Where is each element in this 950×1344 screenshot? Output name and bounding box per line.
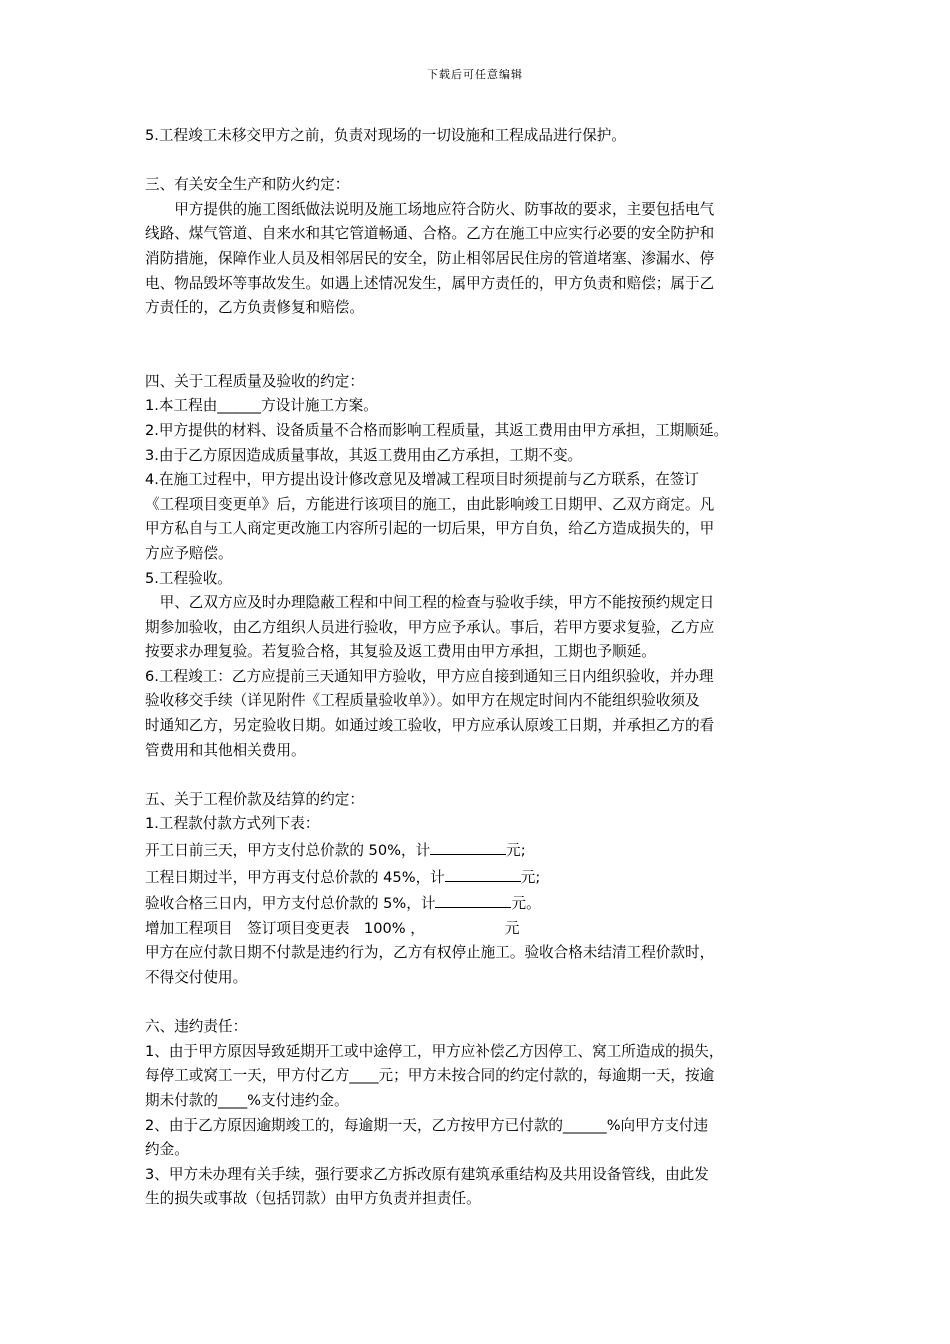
paragraph: 期未付款的____%支付违约金。 xyxy=(145,1091,349,1109)
paragraph: 每停工或窝工一天，甲方付乙方____元；甲方未按合同的约定付款的，每逾期一天，按逾 xyxy=(145,1067,715,1085)
paragraph: 6.工程竣工：乙方应提前三天通知甲方验收，甲方应自接到通知三日内组织验收，并办理 xyxy=(145,667,714,685)
section-heading: 六、违约责任： xyxy=(145,1018,248,1036)
paragraph: 验收移交手续（详见附件《工程质量验收单》）。如甲方在规定时间内不能组织验收须及 xyxy=(145,692,700,710)
section-heading: 三、有关安全生产和防火约定： xyxy=(145,176,350,194)
paragraph: 甲方在应付款日期不付款是违约行为，乙方有权停止施工。验收合格未结清工程价款时， xyxy=(145,944,715,962)
payment-unit: 元。 xyxy=(511,895,541,913)
paragraph: 1.工程款付款方式列下表： xyxy=(145,815,320,833)
paragraph: 甲方私自与工人商定更改施工内容所引起的一切后果，甲方自负，给乙方造成损失的，甲 xyxy=(145,520,715,538)
payment-row xyxy=(145,837,815,864)
paragraph: 1、由于甲方原因导致延期开工或中途停工，甲方应补偿乙方因停工、窝工所造成的损失， xyxy=(145,1042,724,1060)
paragraph: 不得交付使用。 xyxy=(145,969,248,986)
payment-row xyxy=(145,890,815,917)
paragraph: 消防措施，保障作业人员及相邻居民的安全，防止相邻居民住房的管道堵塞、渗漏水、停 xyxy=(145,249,715,267)
paragraph: 4.在施工过程中，甲方提出设计修改意见及增减工程项目时须提前与乙方联系，在签订 xyxy=(145,471,699,489)
blank-field xyxy=(445,864,521,882)
blank-field xyxy=(435,890,511,908)
payment-text: 工程日期过半，甲方再支付总价款的 45%，计 xyxy=(145,868,445,886)
payment-unit: 元 xyxy=(504,919,520,937)
paragraph: 电、物品毁坏等事故发生。如遇上述情况发生，属甲方责任的，甲方负责和赔偿；属于乙 xyxy=(145,274,715,292)
payment-row xyxy=(145,864,815,891)
paragraph: 2、由于乙方原因逾期竣工的，每逾期一天，乙方按甲方已付款的______%向甲方支付违 xyxy=(145,1116,709,1134)
payment-row xyxy=(145,917,815,942)
paragraph: 期参加验收，由乙方组织人员进行验收，甲方应予承认。事后，若甲方要求复验，乙方应 xyxy=(145,618,715,636)
paragraph: 时通知乙方，另定验收日期。如通过竣工验收，甲方应承认原竣工日期，并承担乙方的看 xyxy=(145,717,715,735)
payment-text: 增加工程项目 签订项目变更表 100% ， xyxy=(145,919,425,937)
payment-unit: 元; xyxy=(506,842,526,860)
paragraph: 5.工程验收。 xyxy=(145,569,232,587)
paragraph: 线路、煤气管道、自来水和其它管道畅通、合格。乙方在施工中应实行必要的安全防护和 xyxy=(145,225,715,243)
paragraph: 按要求办理复验。若复验合格，其复验及返工费用由甲方承担，工期也予顺延。 xyxy=(145,643,656,661)
payment-text: 验收合格三日内，甲方支付总价款的 5%，计 xyxy=(145,895,436,913)
paragraph: 管费用和其他相关费用。 xyxy=(145,741,306,759)
paragraph: 5.工程竣工未移交甲方之前，负责对现场的一切设施和工程成品进行保护。 xyxy=(145,127,626,144)
page-header: 下载后可任意编辑 xyxy=(427,68,523,81)
document-body xyxy=(145,124,815,1212)
section-heading: 四、关于工程质量及验收的约定： xyxy=(145,372,364,390)
paragraph: 甲、乙双方应及时办理隐蔽工程和中间工程的检查与验收手续，甲方不能按预约规定日 xyxy=(145,594,715,612)
paragraph: 方责任的，乙方负责修复和赔偿。 xyxy=(145,299,364,317)
paragraph: 3.由于乙方原因造成质量事故，其返工费用由乙方承担，工期不变。 xyxy=(145,446,583,464)
payment-unit: 元; xyxy=(520,868,541,886)
paragraph: 生的损失或事故（包括罚款）由甲方负责并担责任。 xyxy=(145,1190,481,1208)
paragraph: 3、甲方未办理有关手续，强行要求乙方拆改原有建筑承重结构及共用设备管线，由此发 xyxy=(145,1165,709,1183)
paragraph: 约金。 xyxy=(145,1141,189,1159)
blank-field xyxy=(430,837,506,855)
paragraph: 2.甲方提供的材料、设备质量不合格而影响工程质量，其返工费用由甲方承担，工期顺延。 xyxy=(145,421,729,439)
paragraph: 甲方提供的施工图纸做法说明及施工场地应符合防火、防事故的要求，主要包括电气 xyxy=(145,200,715,218)
section-heading: 五、关于工程价款及结算的约定： xyxy=(145,790,364,808)
payment-text: 开工日前三天，甲方支付总价款的 50%，计 xyxy=(145,842,431,860)
paragraph: 方应予赔偿。 xyxy=(145,544,233,562)
paragraph: 1.本工程由______方设计施工方案。 xyxy=(145,397,378,415)
paragraph: 《工程项目变更单》后，方能进行该项目的施工，由此影响竣工日期甲、乙双方商定。凡 xyxy=(145,495,715,513)
